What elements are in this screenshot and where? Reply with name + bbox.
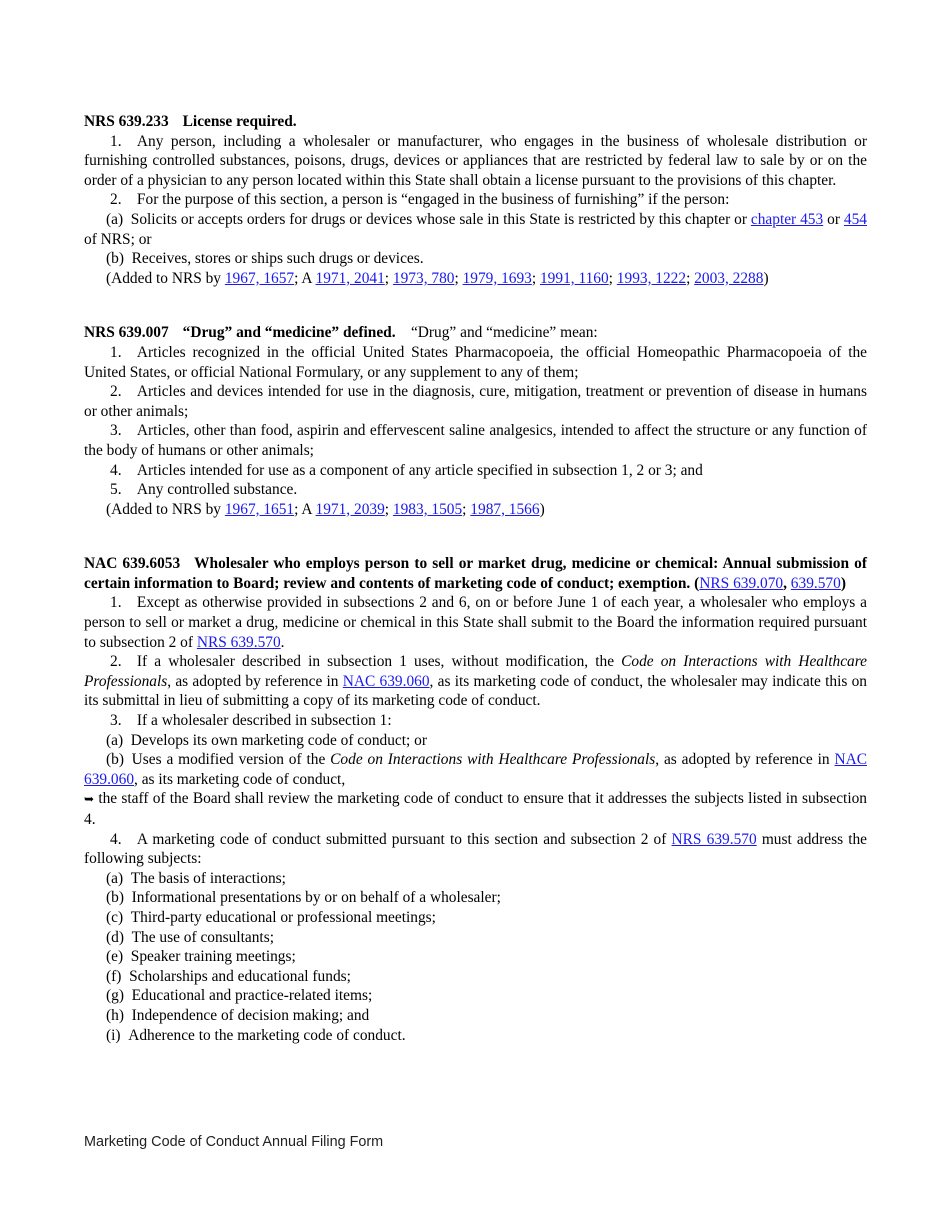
subsection-1: 1. Except as otherwise provided in subsections 2 and 6, on or before June 1 of each year, a wholesaler who employs a person to sell or market a drug, medicine or chemical in this State shall submit to the Board the information required pursuant to subsection 2 of NRS 639.570. — [84, 594, 867, 651]
section-number: NRS 639.233 — [84, 113, 169, 130]
section-intro: “Drug” and “medicine” mean: — [410, 324, 598, 342]
list-item: (e) Speaker training meetings; — [106, 948, 296, 966]
subsection-1: 1. Articles recognized in the official United States Pharmacopoeia, the official Homeopathic Pharmacopoeia of the United States, or official National Formulary, or any supplement to any of them; — [84, 343, 867, 381]
history-link[interactable]: 1983, 1505 — [392, 500, 463, 518]
paragraph-b: (b) Uses a modified version of the Code on Interactions with Healthcare Professionals, as adopted by reference in NAC 639.060, as its marketing code of conduct, — [84, 751, 867, 788]
history-link[interactable]: 1967, 1657 — [224, 269, 295, 287]
subsection-5: 5. Any controlled substance. — [110, 481, 298, 499]
subsection-1: 1. Any person, including a wholesaler or manufacturer, who engages in the business of wholesale distribution or furnishing controlled substances, poisons, drugs, devices or appliances that are restricted by federal law to sale by or on the order of a physician to any person located within this State shall obtain a license pursuant to the provisions of this chapter. — [84, 132, 867, 189]
history-link[interactable]: 1987, 1566 — [470, 500, 540, 518]
page-footer: Marketing Code of Conduct Annual Filing Form — [84, 1134, 384, 1150]
history-link[interactable]: 1993, 1222 — [616, 269, 687, 287]
section-heading — [84, 323, 867, 343]
section-heading: NAC 639.6053 Wholesaler who employs person to sell or market drug, medicine or chemical: Annual submission of certain information to Board; review and contents of marketing code of conduct; exemption. (NRS 639.070, 639.570) — [84, 555, 867, 592]
section-title: License required. — [182, 113, 297, 130]
chapter-454-link[interactable]: 454 — [843, 210, 867, 228]
subsection-4: 4. Articles intended for use as a component of any article specified in subsection 1, 2 or 3; and — [110, 461, 703, 479]
nac-639-060-link[interactable]: NAC 639.060 — [342, 672, 430, 690]
paragraph-b: (b) Receives, stores or ships such drugs or devices. — [106, 250, 424, 268]
section-nac-639-6053 — [84, 554, 867, 1045]
nrs-639-570-link[interactable]: NRS 639.570 — [671, 830, 757, 848]
paragraph-a: (a) Solicits or accepts orders for drugs or devices whose sale in this State is restricted by this chapter or chapter 453 or 454 of NRS; or — [84, 210, 867, 248]
history-link[interactable]: 1973, 780 — [392, 269, 455, 287]
history-link[interactable]: 1967, 1651 — [224, 500, 295, 518]
section-nrs-639-233 — [84, 112, 867, 288]
authority-link-nrs-639-070[interactable]: NRS 639.070 — [699, 574, 784, 592]
subsection-2: 2. If a wholesaler described in subsection 1 uses, without modification, the Code on Interactions with Healthcare Professionals, as adopted by reference in NAC 639.060, as its marketing code of conduct, the wholesaler may indicate this on its submittal in lieu of submitting a copy of its marketing code of conduct. — [84, 653, 867, 710]
nac-639-060-link[interactable]: NAC 639.060 — [84, 751, 867, 788]
list-item: (c) Third-party educational or professional meetings; — [106, 908, 436, 926]
subsection-4: 4. A marketing code of conduct submitted pursuant to this section and subsection 2 of NRS 639.570 must address the following subjects: — [84, 830, 868, 868]
section-title: “Drug” and “medicine” defined. — [182, 324, 396, 342]
subsection-3: 3. Articles, other than food, aspirin and effervescent saline analgesics, intended to affect the structure or any function of the body of humans or other animals; — [84, 422, 867, 459]
section-number: NAC 639.6053 — [84, 555, 181, 573]
list-item: (b) Informational presentations by or on behalf of a wholesaler; — [106, 889, 501, 907]
arrow-icon: ➥ — [84, 792, 95, 807]
section-number: NRS 639.007 — [84, 324, 169, 342]
list-item: (i) Adherence to the marketing code of conduct. — [106, 1026, 406, 1044]
history-link[interactable]: 1971, 2039 — [315, 500, 385, 518]
list-item: (a) The basis of interactions; — [106, 869, 286, 887]
history-link[interactable]: 1979, 1693 — [462, 269, 532, 287]
subsection-3: 3. If a wholesaler described in subsection 1: — [110, 712, 392, 730]
chapter-453-link[interactable]: chapter 453 — [750, 210, 824, 228]
section-heading — [84, 112, 867, 132]
list-item: (g) Educational and practice-related items; — [106, 987, 373, 1005]
section-title: Wholesaler who employs person to sell or market drug, medicine or chemical: Annual submission of certain information to Board; review and contents of marketing code of conduct; exemption. — [84, 555, 867, 592]
paragraph-a: (a) Develops its own marketing code of conduct; or — [106, 731, 427, 749]
history-note: (Added to NRS by 1967, 1657; A 1971, 2041; 1973, 780; 1979, 1693; 1991, 1160; 1993, 1222; 2003, 2288) — [106, 269, 769, 287]
list-item: (f) Scholarships and educational funds; — [106, 967, 351, 985]
subsection-2: 2. Articles and devices intended for use in the diagnosis, cure, mitigation, treatment or prevention of disease in humans or other animals; — [84, 383, 867, 420]
subsection-2: 2. For the purpose of this section, a person is “engaged in the business of furnishing” if the person: — [110, 191, 730, 209]
history-note: (Added to NRS by 1967, 1651; A 1971, 2039; 1983, 1505; 1987, 1566) — [106, 500, 545, 518]
authority-link-639-570[interactable]: 639.570 — [790, 574, 841, 592]
subsection-3-tail: ➥ the staff of the Board shall review the marketing code of conduct to ensure that it addresses the subjects listed in subsection 4. — [84, 790, 867, 828]
history-link[interactable]: 2003, 2288 — [694, 269, 764, 287]
nrs-639-570-link[interactable]: NRS 639.570 — [196, 633, 281, 651]
section-nrs-639-007 — [84, 323, 867, 519]
list-item: (h) Independence of decision making; and — [106, 1006, 370, 1024]
history-link[interactable]: 1991, 1160 — [539, 269, 609, 287]
history-link[interactable]: 1971, 2041 — [315, 269, 385, 287]
list-item: (d) The use of consultants; — [106, 928, 274, 946]
document-page — [84, 112, 867, 1045]
